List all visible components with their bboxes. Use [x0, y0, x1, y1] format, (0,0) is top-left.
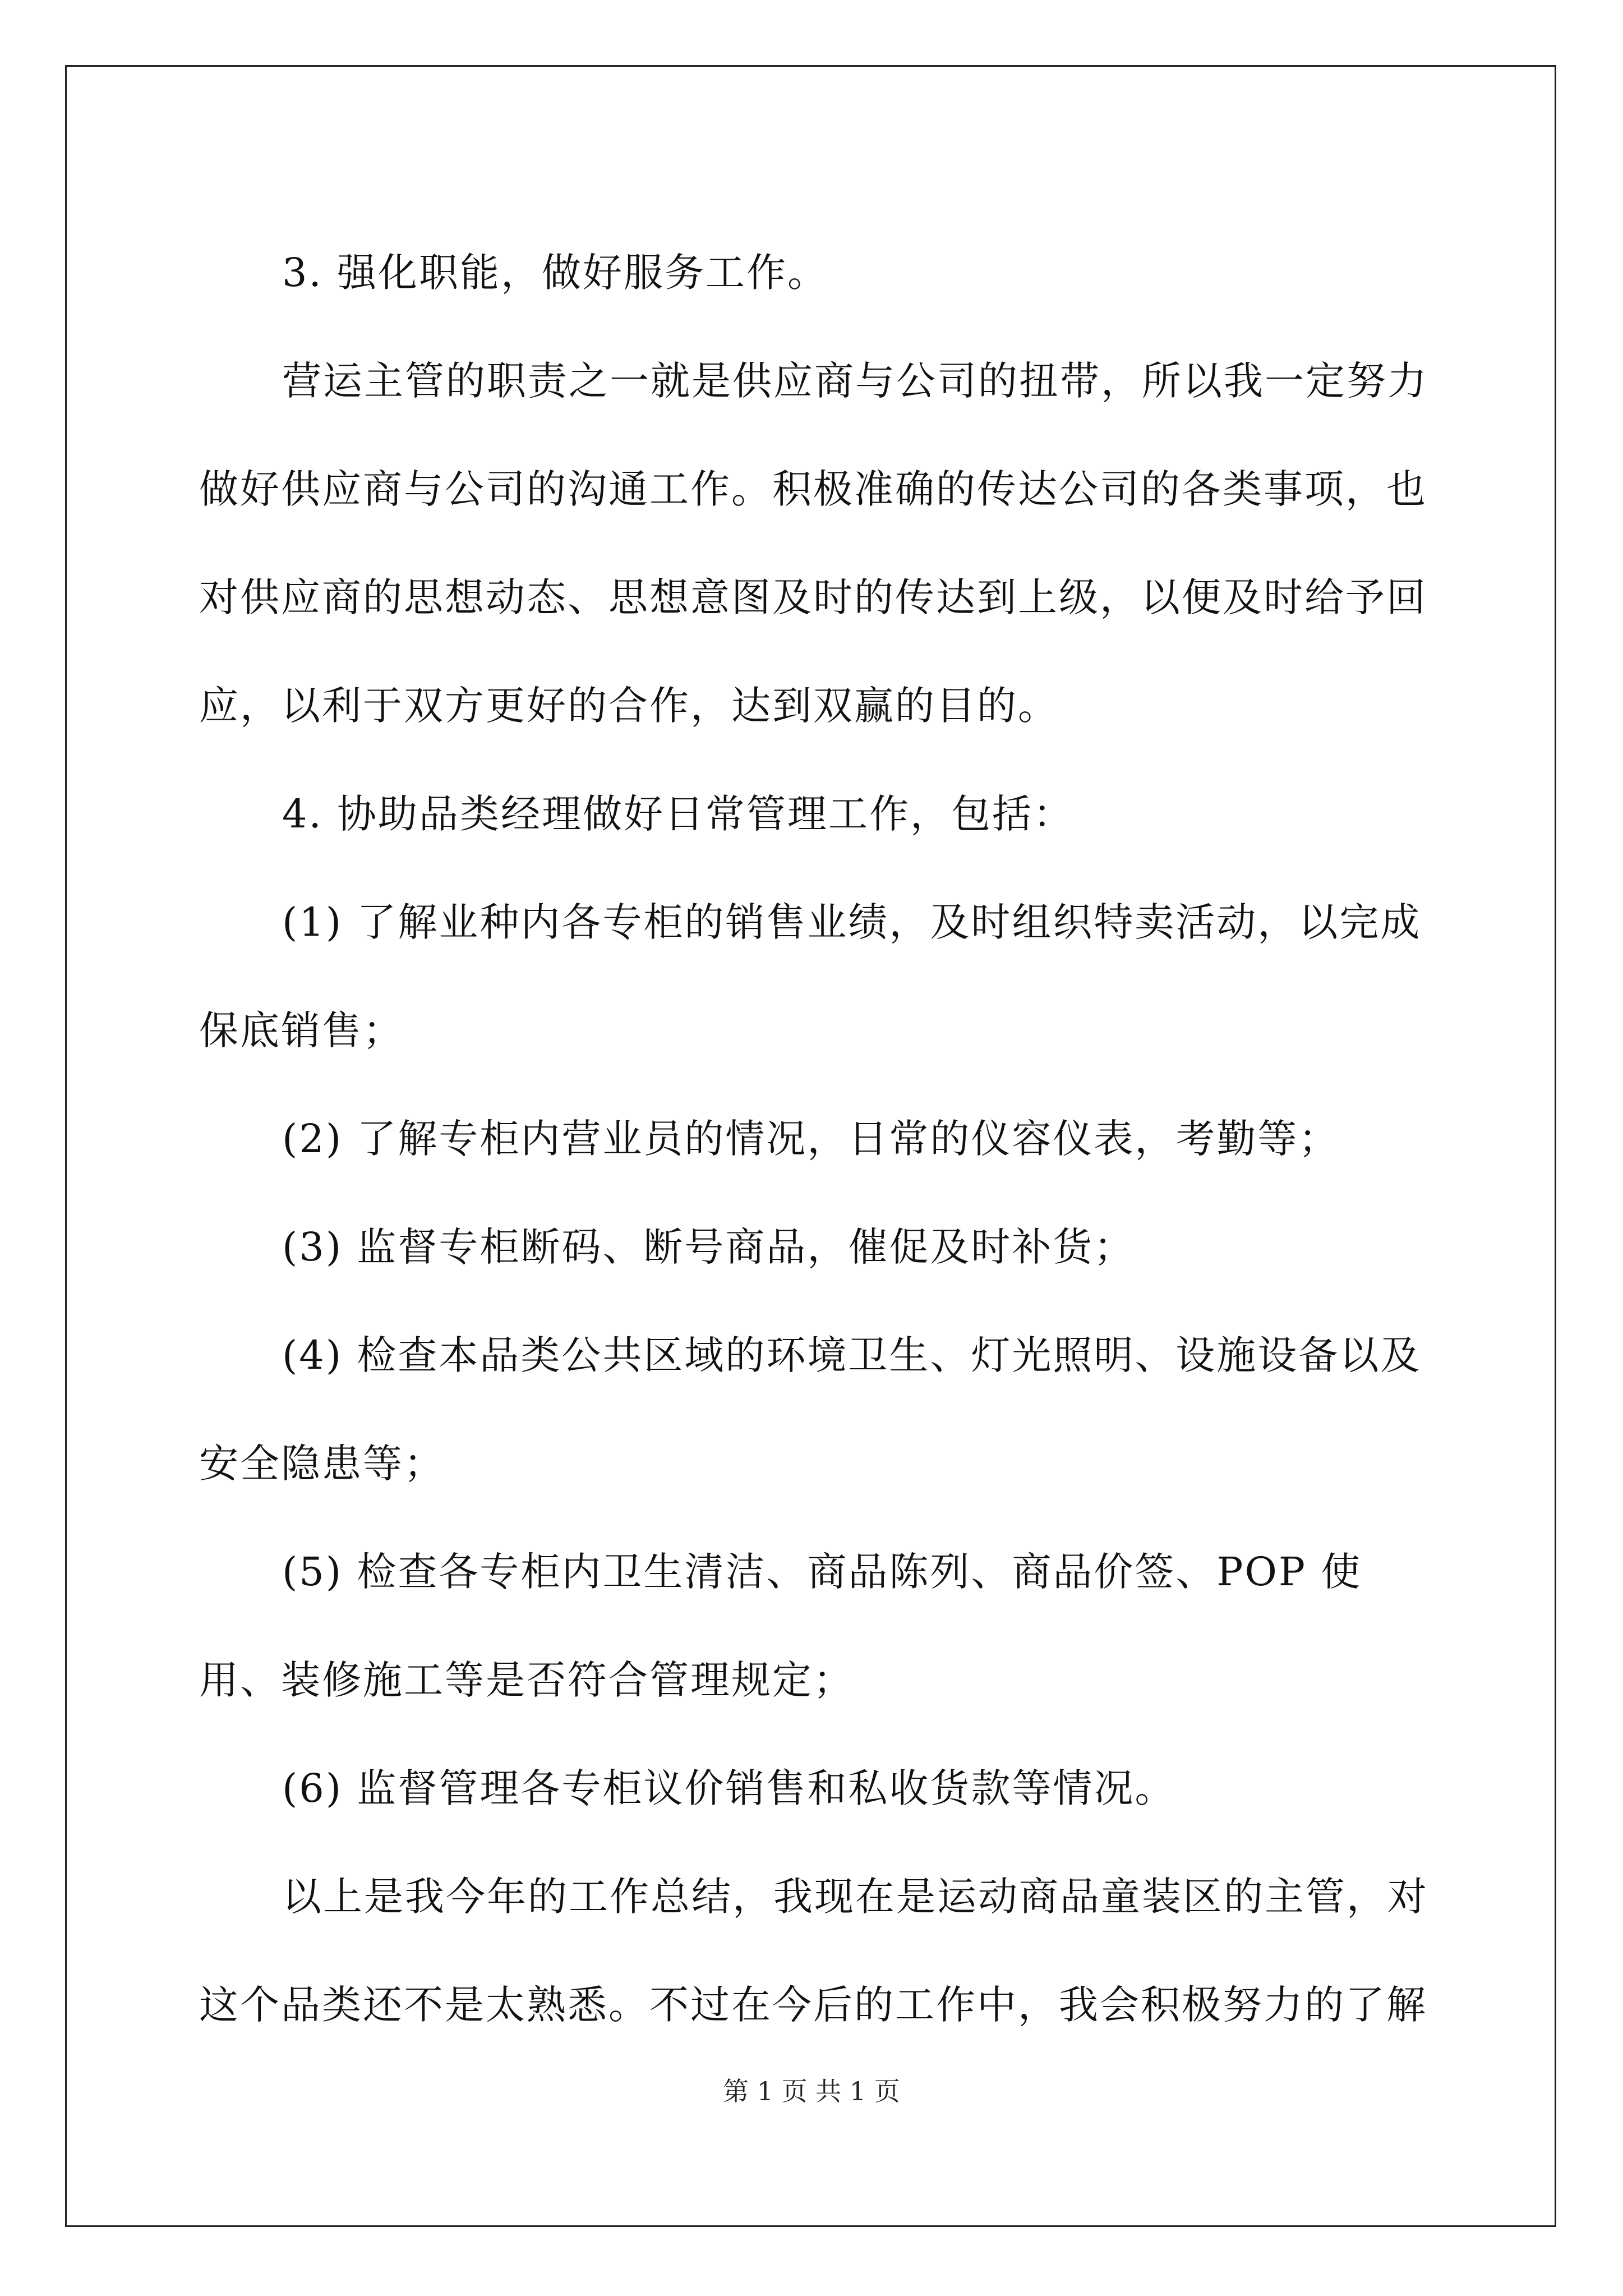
list-item-1: (1) 了解业种内各专柜的销售业绩，及时组织特卖活动，以完成保底销售；	[199, 899, 1422, 1053]
list-item-4: (4) 检查本品类公共区域的环境卫生、灯光照明、设施设备以及安全隐患等；	[199, 1332, 1422, 1487]
paragraph-heading-4: 4. 协助品类经理做好日常管理工作，包括：	[282, 791, 1075, 837]
page-number-footer: 第 1 页 共 1 页	[723, 2076, 900, 2106]
list-item-6: (6) 监督管理各专柜议价销售和私收货款等情况。	[282, 1765, 1176, 1811]
document-body	[199, 219, 1433, 2059]
paragraph-summary: 以上是我今年的工作总结，我现在是运动商品童装区的主管，对这个品类还不是太熟悉。不过在今后的工作中，我会积极努力的了解	[199, 1874, 1428, 2028]
paragraph-supplier-communication: 营运主管的职责之一就是供应商与公司的扭带，所以我一定努力做好供应商与公司的沟通工作。积极准确的传达公司的各类事项，也对供应商的思想动态、思想意图及时的传达到上级，以便及时给予回应，以利于双方更好的合作，达到双赢的目的。	[199, 358, 1428, 729]
list-item-3: (3) 监督专柜断码、断号商品，催促及时补货；	[282, 1224, 1135, 1270]
paragraph-heading-3: 3. 强化职能，做好服务工作。	[282, 250, 829, 296]
list-item-2: (2) 了解专柜内营业员的情况，日常的仪容仪表，考勤等；	[282, 1116, 1340, 1162]
list-item-5: (5) 检查各专柜内卫生清洁、商品陈列、商品价签、POP 使用、装修施工等是否符合管理规定；	[199, 1549, 1362, 1703]
